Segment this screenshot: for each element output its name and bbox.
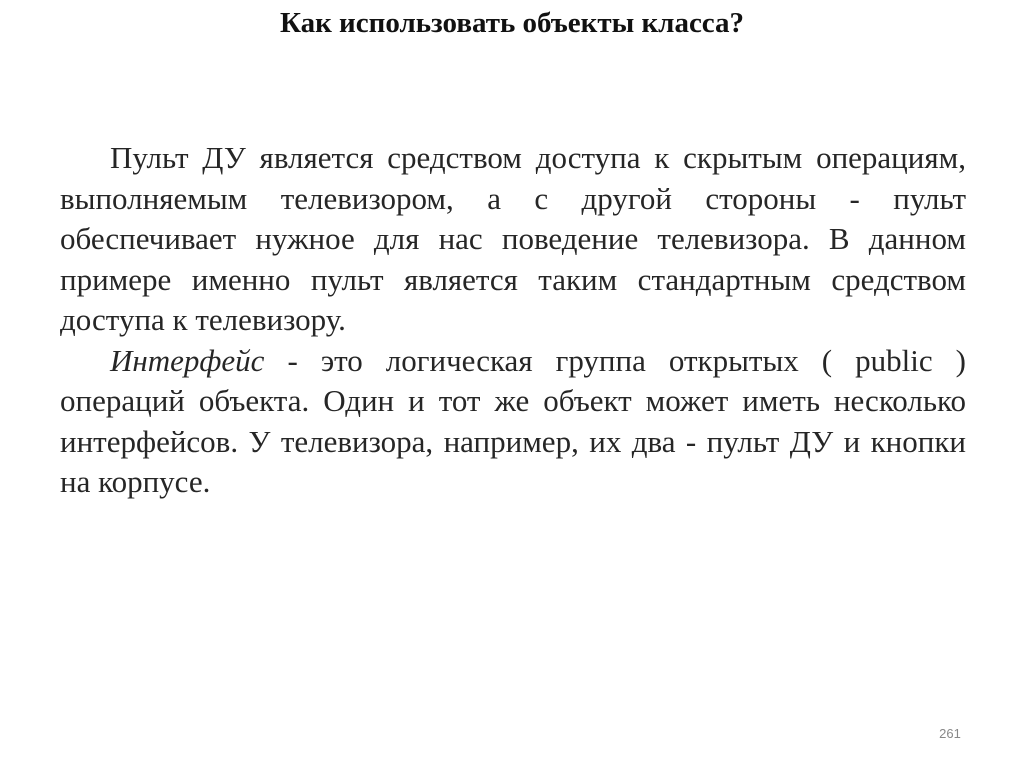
- paragraph-interface: [60, 341, 966, 503]
- page-number: 261: [939, 726, 961, 741]
- paragraph-remote-control: Пульт ДУ является средством доступа к скрытым операциям, выполняемым телевизором, а с другой стороны - пульт обеспечивает нужное для нас поведение телевизора. В данном примере именно пульт является таким стандартным средством доступа к телевизору.: [60, 140, 966, 337]
- term-interface: Интерфейс: [110, 342, 265, 378]
- slide-title: Как использовать объекты класса?: [279, 7, 745, 39]
- slide-body: [60, 138, 966, 503]
- interface-definition: - это логическая группа открытых ( public ) операций объекта. Один и тот же объект может иметь несколько интерфейсов. У телевизора, например, их два - пульт ДУ и кнопки на корпусе.: [60, 342, 966, 499]
